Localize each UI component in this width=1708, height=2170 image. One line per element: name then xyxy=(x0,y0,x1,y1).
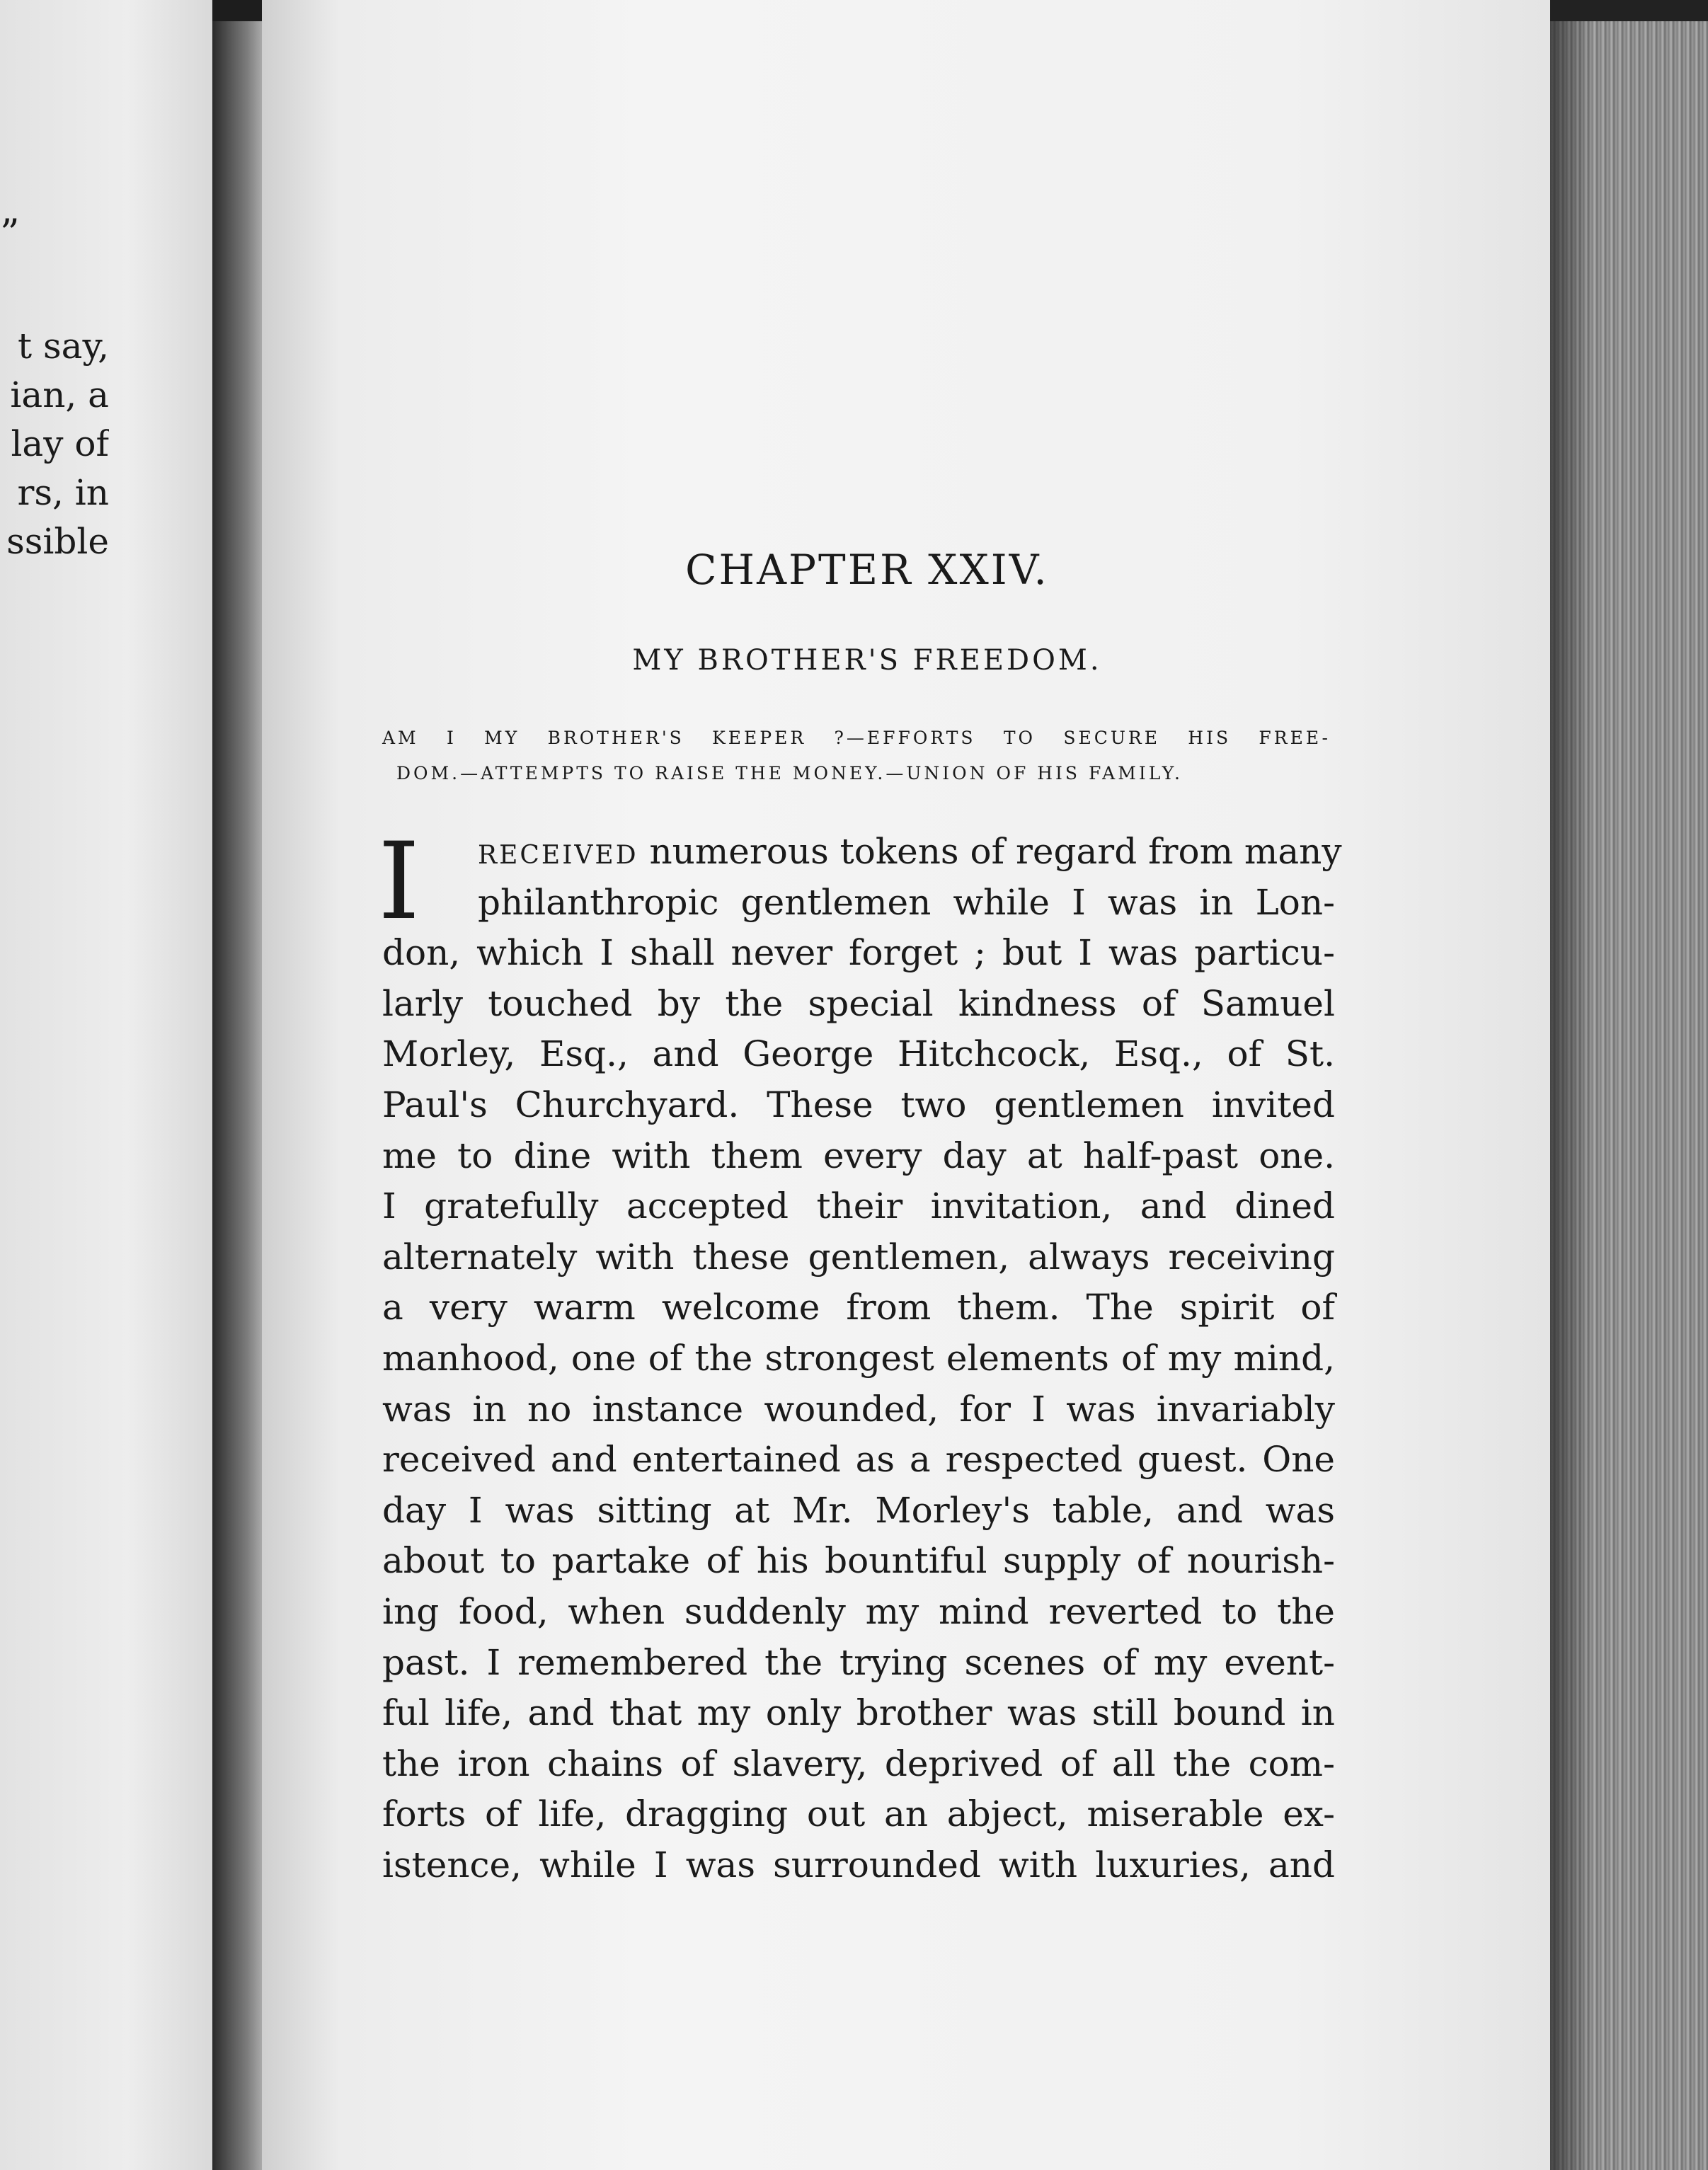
body-line: a very warm welcome from them. The spirit of xyxy=(382,1287,1335,1328)
body-line: Paul's Churchyard. These two gentlemen invited xyxy=(382,1084,1335,1125)
body-line: forts of life, dragging out an abject, miserable ex- xyxy=(382,1793,1335,1835)
summary-line: AM I MY BROTHER'S KEEPER ?—EFFORTS TO SECURE HIS FREE- xyxy=(382,728,1331,748)
body-line: ing food, when suddenly my mind reverted to the xyxy=(382,1590,1335,1632)
chapter-heading: CHAPTER XXIV. xyxy=(685,546,1049,594)
first-line-rest: numerous tokens of regard from many xyxy=(649,831,1342,872)
body-first-line xyxy=(382,827,1342,878)
body-line: istence, while I was surrounded with luxuries, and xyxy=(382,1844,1335,1885)
body-line: manhood, one of the strongest elements of my mind, xyxy=(382,1337,1335,1379)
chapter-title: MY BROTHER'S FREEDOM. xyxy=(632,644,1102,677)
body-line: I gratefully accepted their invitation, and dined xyxy=(382,1186,1335,1227)
body-line: me to dine with them every day at half-past one. xyxy=(382,1135,1335,1176)
previous-line: rs, in xyxy=(17,472,109,513)
body-line: ful life, and that my only brother was still bound in xyxy=(382,1692,1335,1734)
previous-line: lay of xyxy=(11,423,109,464)
previous-line: ian, a xyxy=(10,374,109,415)
first-word: RECEIVED xyxy=(478,841,638,870)
summary-line: DOM.—ATTEMPTS TO RAISE THE MONEY.—UNION OF HIS FAMILY. xyxy=(396,763,1183,783)
body-line: day I was sitting at Mr. Morley's table, and was xyxy=(382,1489,1335,1531)
previous-page-fragment xyxy=(0,0,212,2170)
body-line: larly touched by the special kindness of Samuel xyxy=(382,982,1335,1024)
drop-cap: I xyxy=(378,820,420,943)
previous-line: t say, xyxy=(18,326,109,367)
body-line: philanthropic gentlemen while I was in Lon- xyxy=(478,881,1335,923)
body-line: about to partake of his bountiful supply of nourish- xyxy=(382,1540,1335,1582)
body-line: Morley, Esq., and George Hitchcock, Esq., of St. xyxy=(382,1033,1335,1075)
body-line: alternately with these gentlemen, always receiving xyxy=(382,1236,1335,1278)
body-line: don, which I shall never forget ; but I was particu- xyxy=(382,932,1335,974)
edge-top xyxy=(1550,0,1708,21)
book-gutter xyxy=(212,21,262,2170)
body-line: past. I remembered the trying scenes of my event- xyxy=(382,1641,1335,1683)
previous-page-lines xyxy=(0,322,109,566)
body-text xyxy=(378,820,1342,1890)
chapter-summary xyxy=(382,721,1331,791)
body-line: was in no instance wounded, for I was invariably xyxy=(382,1388,1335,1430)
previous-line: ssible xyxy=(6,521,109,562)
body-line: the iron chains of slavery, deprived of all the com- xyxy=(382,1743,1335,1784)
closing-quote-mark: ” xyxy=(0,211,20,256)
page-edge-shadow xyxy=(1550,0,1593,2170)
body-line: received and entertained as a respected guest. One xyxy=(382,1439,1335,1481)
